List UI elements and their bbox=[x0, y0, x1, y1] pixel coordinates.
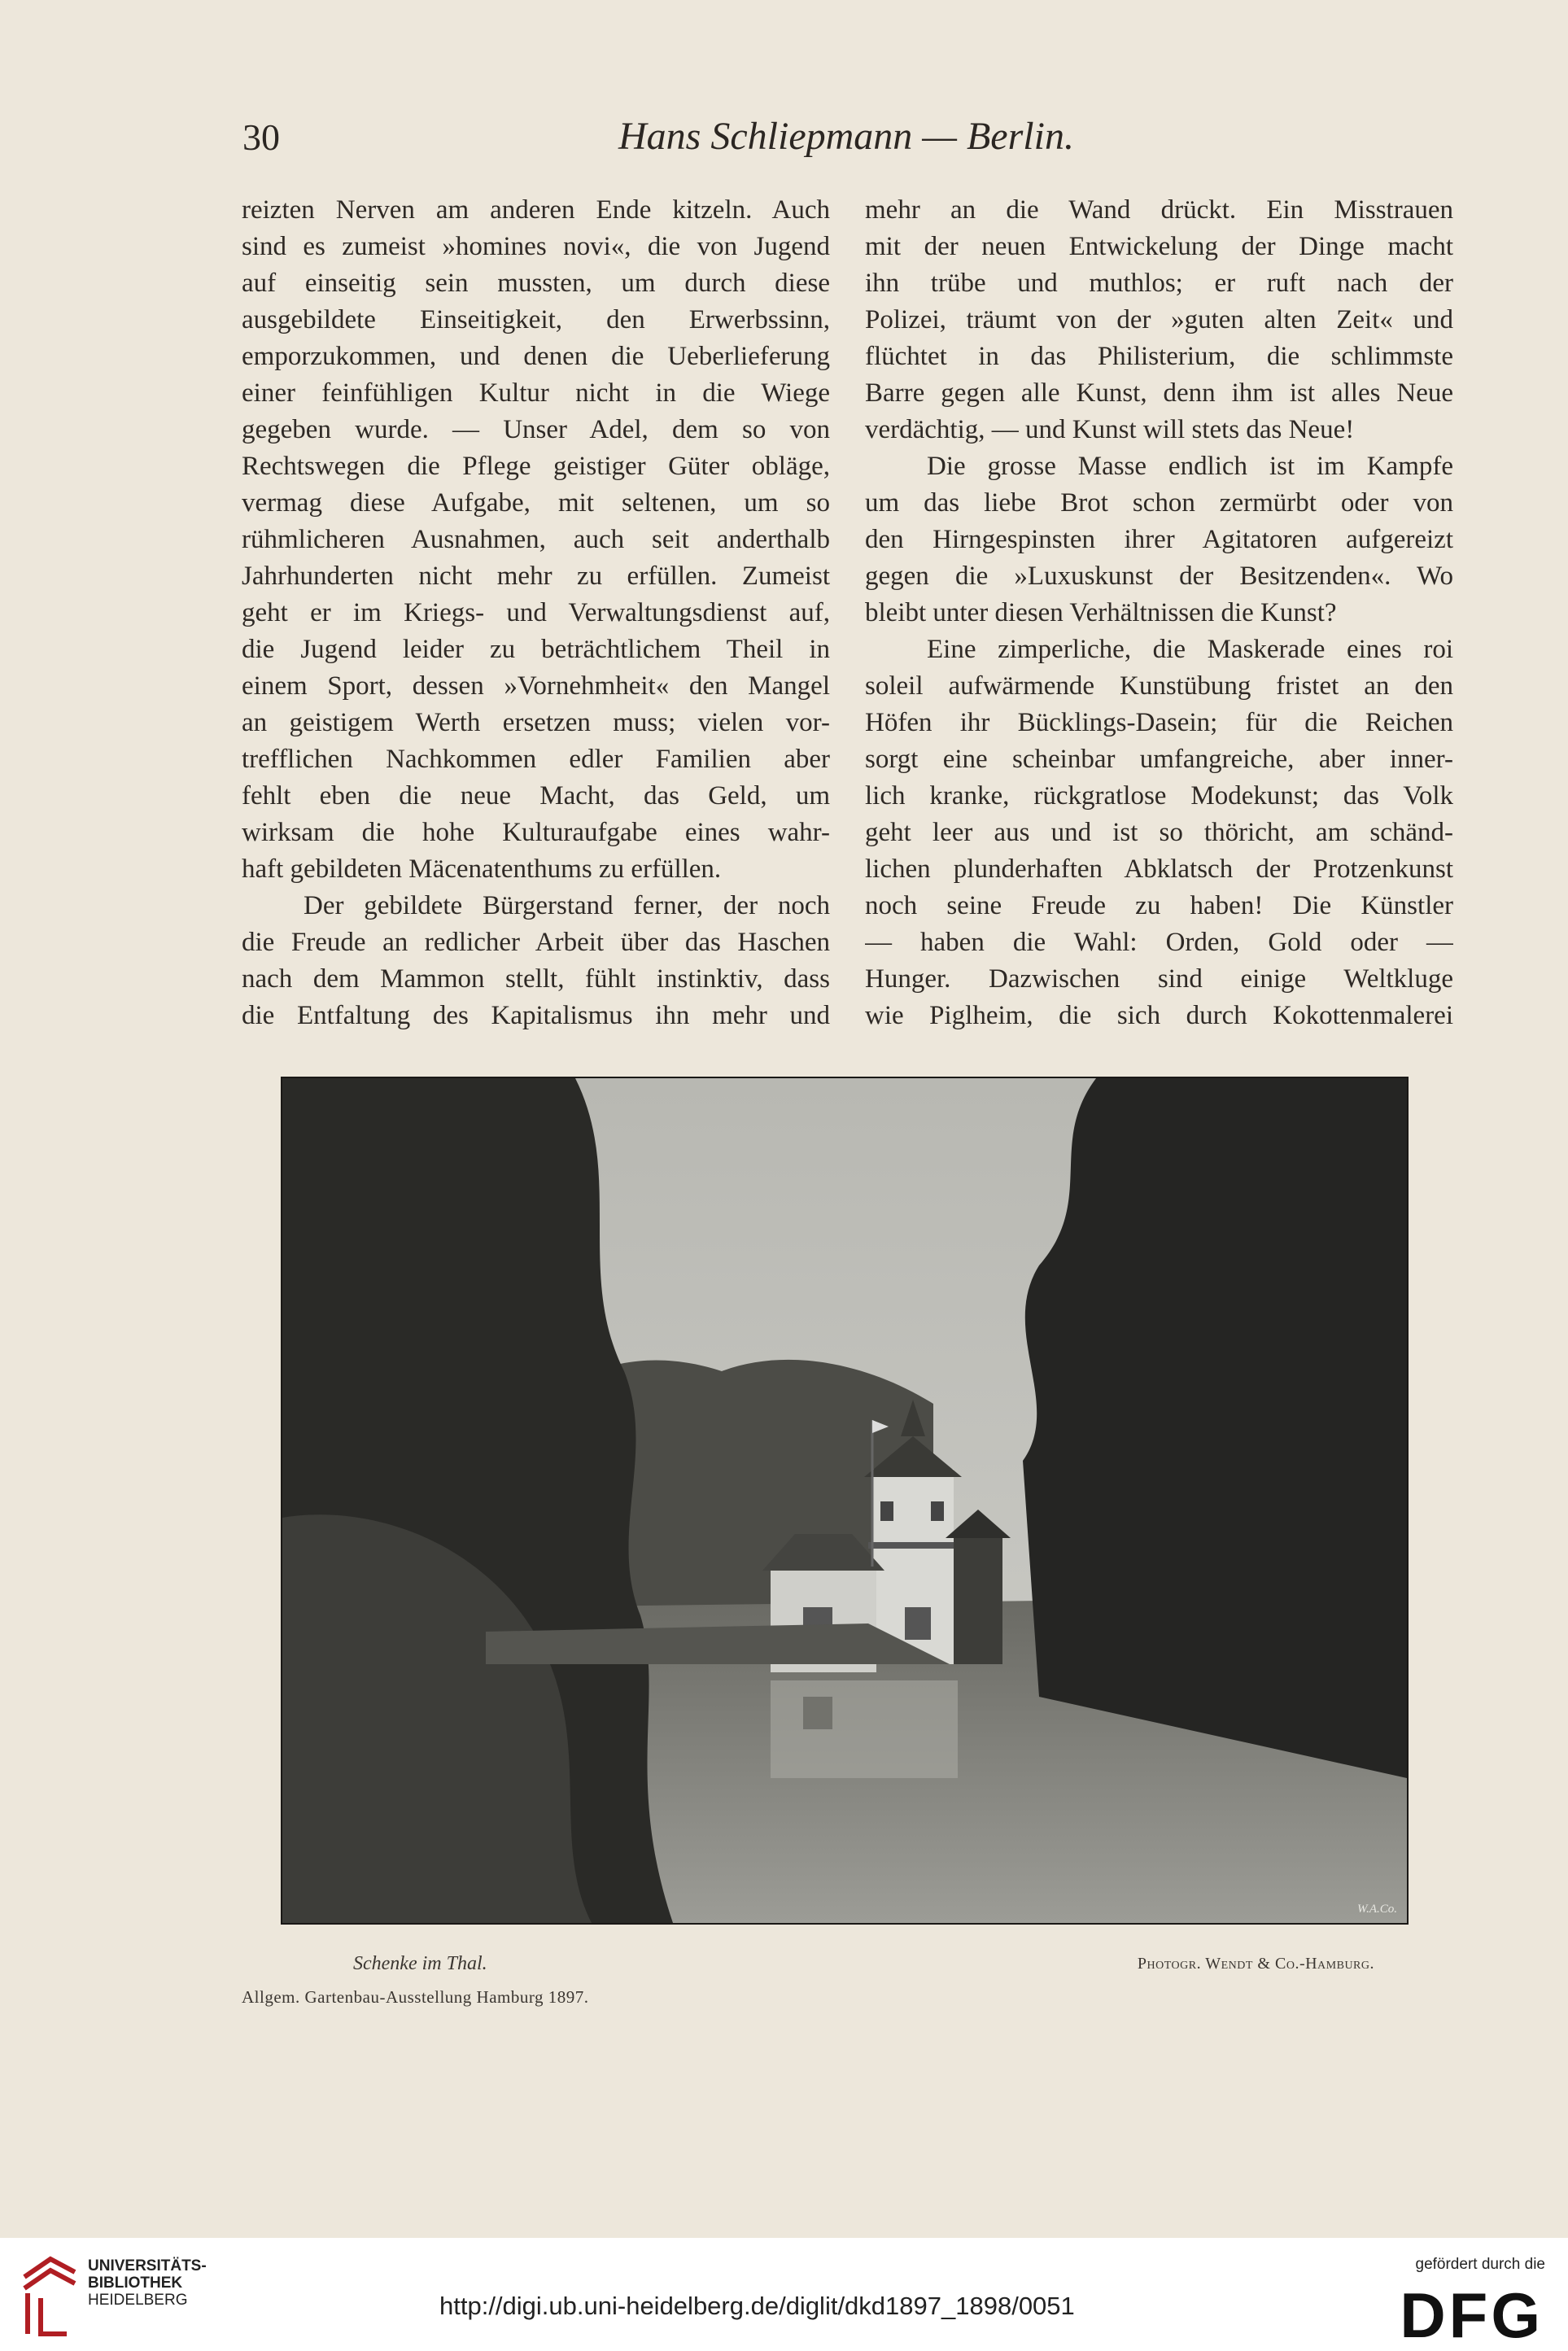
text-line: — haben die Wahl: Orden, Gold oder — bbox=[865, 928, 1453, 957]
text-line: Polizei, träumt von der »guten alten Zeit« und bbox=[865, 305, 1453, 334]
text-line: haft gebildeten Mäcenatenthums zu erfüllen. bbox=[242, 854, 722, 884]
text-line: einer feinfühligen Kultur nicht in die Wiege bbox=[242, 378, 830, 408]
text-line: gegeben wurde. — Unser Adel, dem so von bbox=[242, 415, 830, 444]
text-line: geht er im Kriegs- und Verwaltungsdienst auf, bbox=[242, 598, 830, 627]
text-line: mit der neuen Entwickelung der Dinge macht bbox=[865, 232, 1453, 261]
permalink-url[interactable]: http://digi.ub.uni-heidelberg.de/diglit/dkd1897_1898/0051 bbox=[439, 2292, 1075, 2320]
text-line: Rechtswegen die Pflege geistiger Güter obläge, bbox=[242, 452, 830, 481]
text-line: sorgt eine scheinbar umfangreiche, aber inner- bbox=[865, 745, 1453, 774]
text-line: Höfen ihr Bücklings-Dasein; für die Reichen bbox=[865, 708, 1453, 737]
text-line: geht leer aus und ist so thöricht, am schänd- bbox=[865, 818, 1453, 847]
text-line: soleil aufwärmende Kunstübung fristet an den bbox=[865, 671, 1453, 701]
page-number: 30 bbox=[242, 116, 280, 158]
text-line: die Freude an redlicher Arbeit über das Haschen bbox=[242, 928, 830, 957]
dfg-logo: DFG bbox=[1400, 2279, 1544, 2351]
text-line: ausgebildete Einseitigkeit, den Erwerbssinn, bbox=[242, 305, 830, 334]
running-head: Hans Schliepmann — Berlin. bbox=[618, 115, 1074, 158]
text-line: die Entfaltung des Kapitalismus ihn mehr und bbox=[242, 1001, 830, 1030]
library-line-3: HEIDELBERG bbox=[88, 2292, 188, 2309]
text-line: rühmlicheren Ausnahmen, auch seit anderthalb bbox=[242, 525, 830, 554]
university-library-name bbox=[88, 2257, 207, 2309]
text-line: nach dem Mammon stellt, fühlt instinktiv, dass bbox=[242, 964, 830, 994]
text-line: die Jugend leider zu beträchtlichem Theil in bbox=[242, 635, 830, 664]
text-line: wie Piglheim, die sich durch Kokottenmalerei bbox=[865, 1001, 1453, 1030]
text-line: um das liebe Brot schon zermürbt oder von bbox=[865, 488, 1453, 518]
text-line: reizten Nerven am anderen Ende kitzeln. Auch bbox=[242, 195, 830, 225]
text-line: mehr an die Wand drückt. Ein Misstrauen bbox=[865, 195, 1453, 225]
text-line: Der gebildete Bürgerstand ferner, der noch bbox=[304, 891, 830, 920]
figure-caption-title: Schenke im Thal. bbox=[353, 1953, 487, 1974]
library-line-1: UNIVERSITÄTS- bbox=[88, 2257, 207, 2275]
text-line: Eine zimperliche, die Maskerade eines roi bbox=[927, 635, 1453, 664]
text-line: Die grosse Masse endlich ist im Kampfe bbox=[927, 452, 1453, 481]
text-line: trefflichen Nachkommen edler Familien aber bbox=[242, 745, 830, 774]
text-line: auf einseitig sein mussten, um durch diese bbox=[242, 269, 830, 298]
photo-mark: W.A.Co. bbox=[1356, 1903, 1397, 1916]
text-line: gegen die »Luxuskunst der Besitzenden«. Wo bbox=[865, 562, 1453, 591]
library-line-2: BIBLIOTHEK bbox=[88, 2275, 183, 2292]
photograph-schenke-im-thal bbox=[281, 1077, 1409, 1925]
text-column-left bbox=[242, 192, 830, 1034]
text-line: fehlt eben die neue Macht, das Geld, um bbox=[242, 781, 830, 811]
text-line: einem Sport, dessen »Vornehmheit« den Mangel bbox=[242, 671, 830, 701]
text-line: verdächtig, — und Kunst will stets das Neue! bbox=[865, 415, 1355, 444]
viewer-footer bbox=[0, 2238, 1568, 2350]
text-line: bleibt unter diesen Verhältnissen die Kunst? bbox=[865, 598, 1337, 627]
text-column-right bbox=[865, 192, 1453, 1034]
text-line: lich kranke, rückgratlose Modekunst; das Volk bbox=[865, 781, 1453, 811]
text-line: sind es zumeist »homines novi«, die von Jugend bbox=[242, 232, 830, 261]
text-line: den Hirngespinsten ihrer Agitatoren aufgereizt bbox=[865, 525, 1453, 554]
text-line: ihn trübe und muthlos; er ruft nach der bbox=[865, 269, 1453, 298]
text-line: an geistigem Werth ersetzen muss; vielen vor- bbox=[242, 708, 830, 737]
figure-caption-subtitle: Allgem. Gartenbau-Ausstellung Hamburg 1897. bbox=[242, 1987, 589, 2007]
text-line: lichen plunderhaften Abklatsch der Protzenkunst bbox=[865, 854, 1453, 884]
text-line: vermag diese Aufgabe, mit seltenen, um so bbox=[242, 488, 830, 518]
text-line: noch seine Freude zu haben! Die Künstler bbox=[865, 891, 1453, 920]
university-library-logo-icon bbox=[18, 2253, 81, 2342]
text-line: Barre gegen alle Kunst, denn ihm ist alles Neue bbox=[865, 378, 1453, 408]
text-line: emporzukommen, und denen die Ueberlieferung bbox=[242, 342, 830, 371]
text-line: wirksam die hohe Kulturaufgabe eines wahr- bbox=[242, 818, 830, 847]
text-line: flüchtet in das Philisterium, die schlimmste bbox=[865, 342, 1453, 371]
funding-note: gefördert durch die bbox=[1415, 2256, 1545, 2273]
text-line: Jahrhunderten nicht mehr zu erfüllen. Zumeist bbox=[242, 562, 830, 591]
figure-photo-credit: Photogr. Wendt & Co.-Hamburg. bbox=[1137, 1955, 1374, 1973]
text-line: Hunger. Dazwischen sind einige Weltkluge bbox=[865, 964, 1453, 994]
